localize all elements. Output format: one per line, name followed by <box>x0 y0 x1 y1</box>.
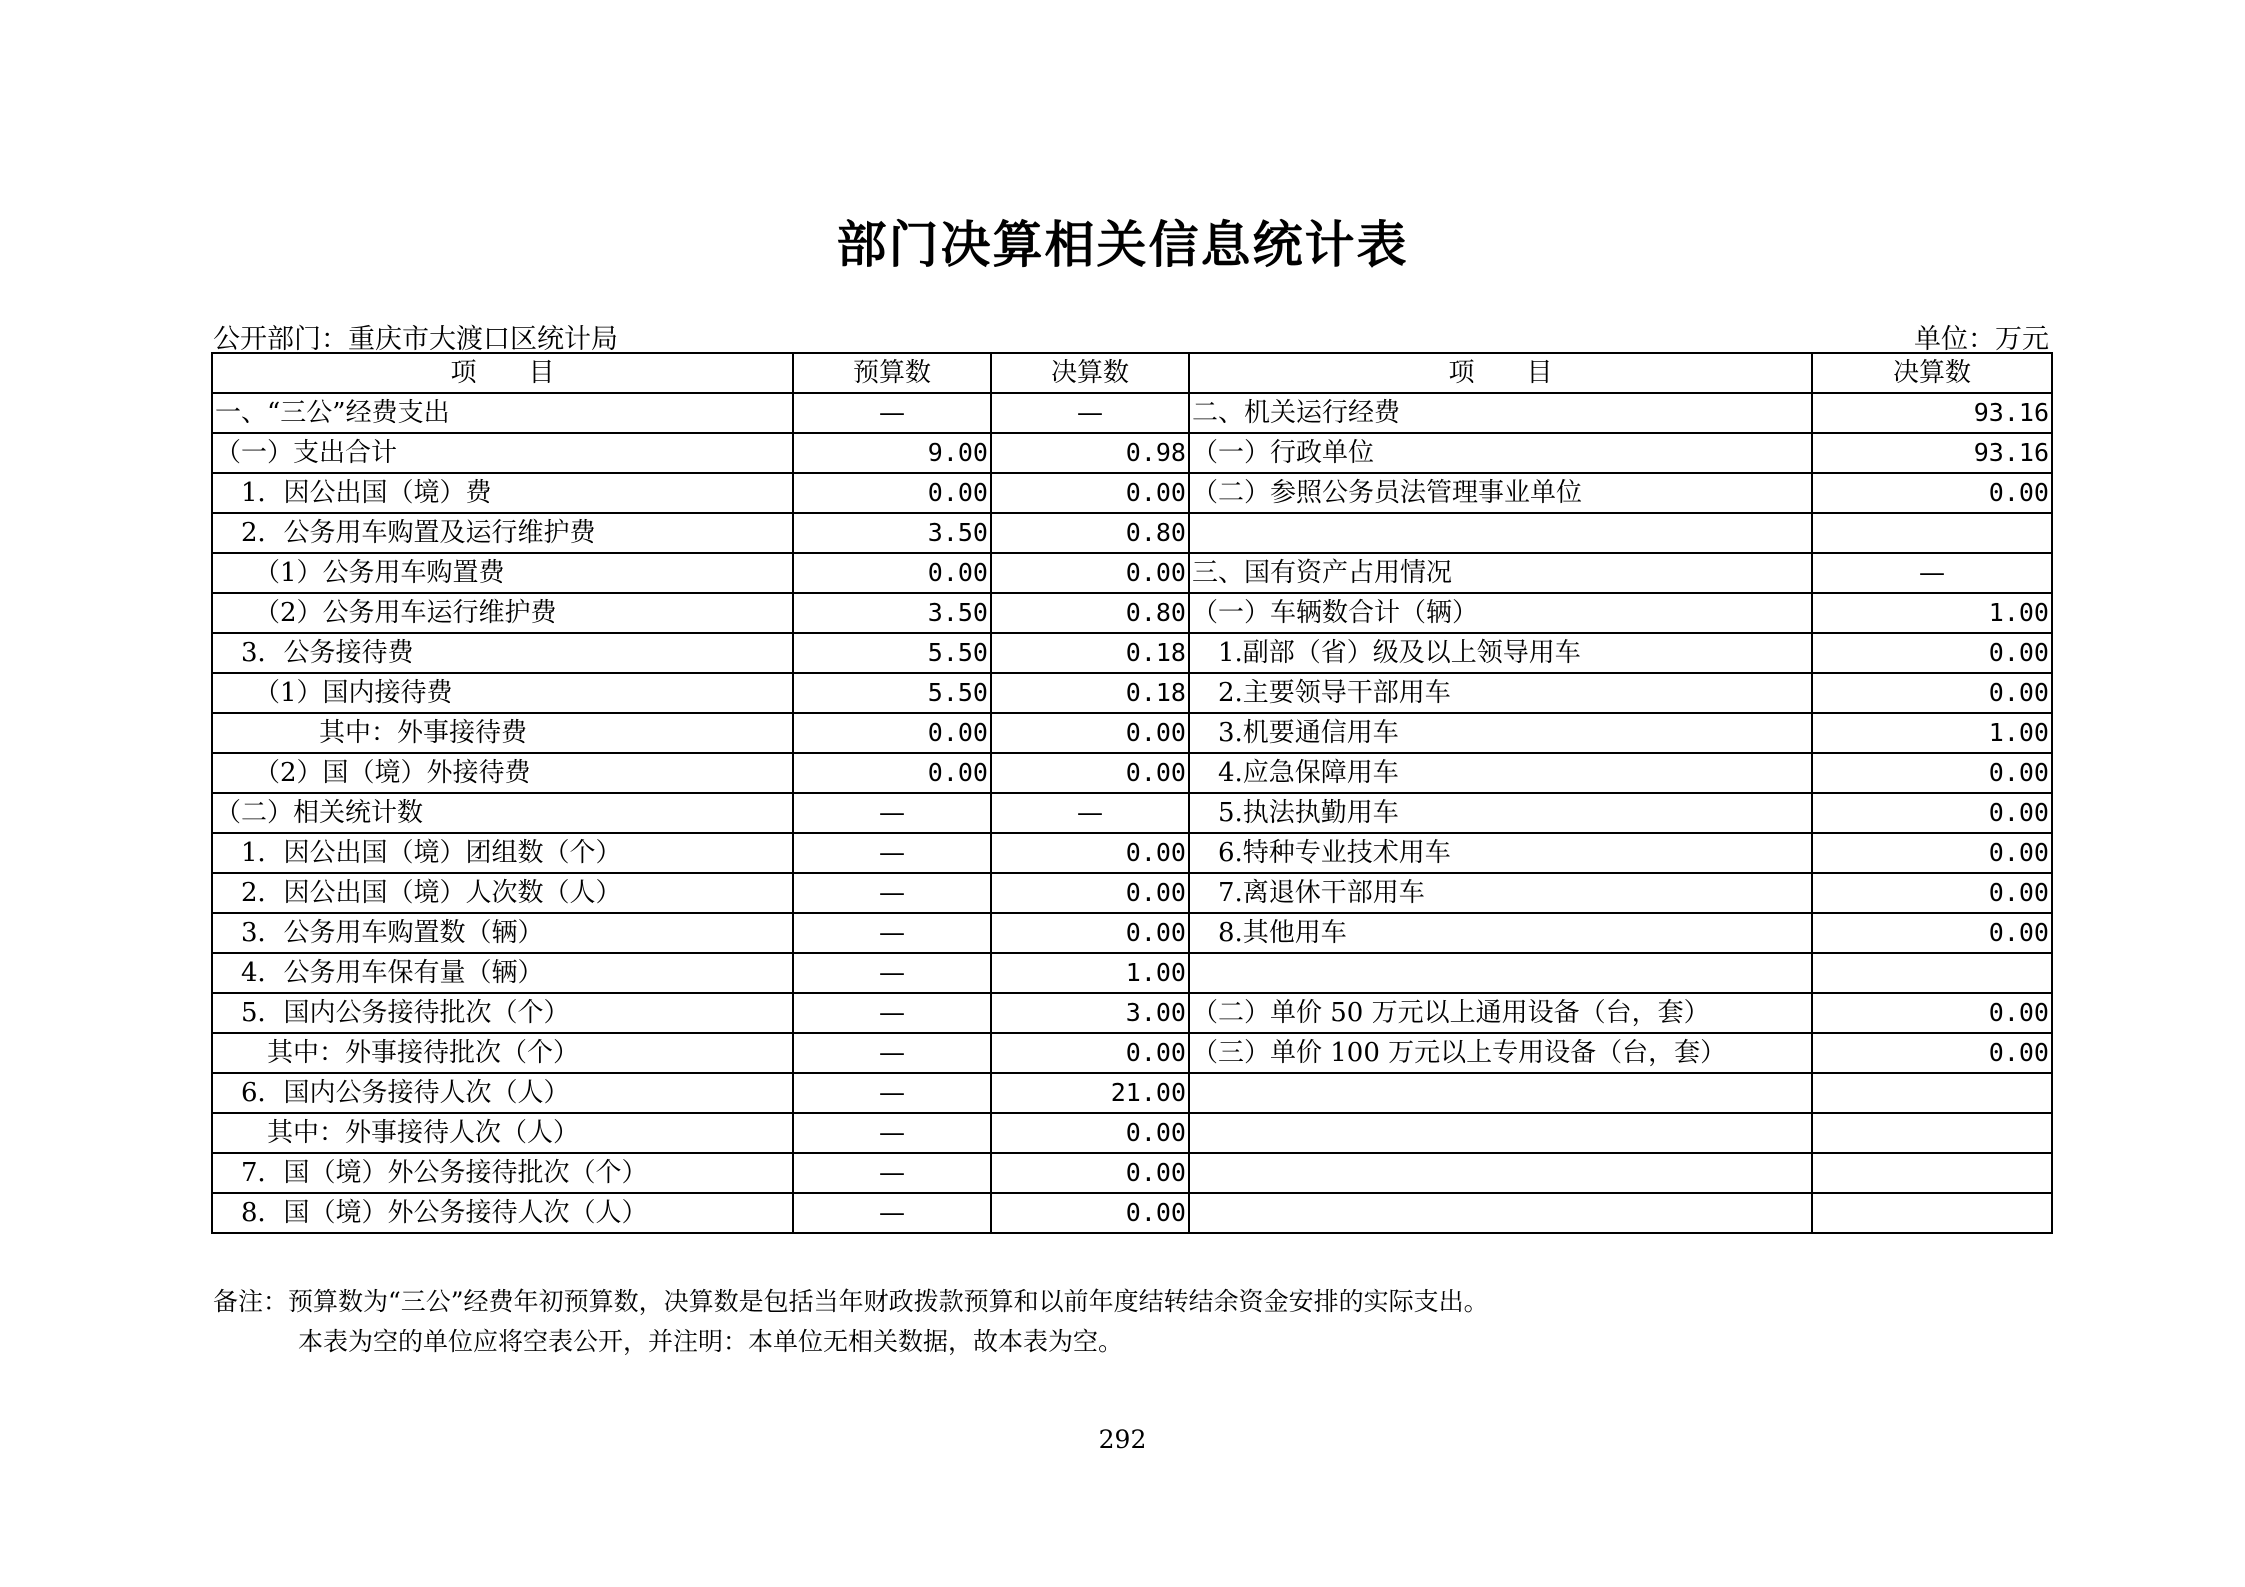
cell-final-value-right: 1.00 <box>1812 593 2052 633</box>
cell-budget-value: 3.50 <box>793 593 991 633</box>
cell-item-right: 8.其他用车 <box>1189 913 1812 953</box>
cell-final-value-left: 0.98 <box>991 433 1189 473</box>
cell-final-value-right: 1.00 <box>1812 713 2052 753</box>
cell-final-value-left: — <box>991 393 1189 433</box>
cell-budget-value: — <box>793 833 991 873</box>
table-row <box>212 1113 2052 1153</box>
table-row <box>212 1193 2052 1233</box>
cell-item-right: 2.主要领导干部用车 <box>1189 673 1812 713</box>
cell-final-value-right: 0.00 <box>1812 993 2052 1033</box>
cell-final-value-right: 0.00 <box>1812 1033 2052 1073</box>
cell-final-value-right: — <box>1812 553 2052 593</box>
cell-final-value-right: 0.00 <box>1812 833 2052 873</box>
cell-item-right: 三、国有资产占用情况 <box>1189 553 1812 593</box>
header-final-right: 决算数 <box>1812 353 2052 393</box>
cell-final-value-right: 0.00 <box>1812 793 2052 833</box>
cell-item-left: 2．因公出国（境）人次数（人） <box>212 873 793 913</box>
cell-final-value-left: 0.00 <box>991 713 1189 753</box>
page-title: 部门决算相关信息统计表 <box>836 215 1409 274</box>
cell-budget-value: — <box>793 1033 991 1073</box>
cell-final-value-right <box>1812 1153 2052 1193</box>
cell-item-left: （二）相关统计数 <box>212 793 793 833</box>
cell-item-left: 一、“三公”经费支出 <box>212 393 793 433</box>
cell-budget-value: — <box>793 1073 991 1113</box>
cell-final-value-left: 0.00 <box>991 913 1189 953</box>
cell-final-value-right <box>1812 953 2052 993</box>
cell-item-right <box>1189 1153 1812 1193</box>
cell-item-right: （一）行政单位 <box>1189 433 1812 473</box>
cell-item-left: 其中：外事接待费 <box>212 713 793 753</box>
cell-budget-value: — <box>793 873 991 913</box>
cell-item-right <box>1189 1073 1812 1113</box>
cell-final-value-left: 0.00 <box>991 873 1189 913</box>
cell-item-left: （2）国（境）外接待费 <box>212 753 793 793</box>
cell-item-left: （2）公务用车运行维护费 <box>212 593 793 633</box>
cell-final-value-left: 0.00 <box>991 833 1189 873</box>
cell-final-value-left: 3.00 <box>991 993 1189 1033</box>
cell-final-value-right <box>1812 1193 2052 1233</box>
cell-final-value-left: — <box>991 793 1189 833</box>
cell-budget-value: — <box>793 993 991 1033</box>
cell-budget-value: — <box>793 793 991 833</box>
table-row <box>212 713 2052 753</box>
cell-final-value-left: 0.00 <box>991 1153 1189 1193</box>
cell-final-value-left: 0.00 <box>991 1113 1189 1153</box>
table-row <box>212 833 2052 873</box>
cell-budget-value: — <box>793 913 991 953</box>
cell-item-right: 二、机关运行经费 <box>1189 393 1812 433</box>
cell-budget-value: 3.50 <box>793 513 991 553</box>
cell-item-left: 3．公务用车购置数（辆） <box>212 913 793 953</box>
cell-final-value-right: 0.00 <box>1812 753 2052 793</box>
table-row <box>212 633 2052 673</box>
cell-budget-value: 0.00 <box>793 553 991 593</box>
cell-final-value-left: 0.00 <box>991 1193 1189 1233</box>
table-row <box>212 673 2052 713</box>
footnote-continued: 本表为空的单位应将空表公开，并注明：本单位无相关数据，故本表为空。 <box>298 1327 1124 1356</box>
table-row <box>212 593 2052 633</box>
cell-budget-value: 0.00 <box>793 473 991 513</box>
cell-final-value-left: 0.00 <box>991 473 1189 513</box>
page-number: 292 <box>1098 1425 1147 1454</box>
unit-label: 单位：万元 <box>1914 324 2049 355</box>
cell-budget-value: — <box>793 393 991 433</box>
cell-final-value-right <box>1812 1113 2052 1153</box>
cell-item-left: 7．国（境）外公务接待批次（个） <box>212 1153 793 1193</box>
header-item-right: 项 目 <box>1189 353 1812 393</box>
table-row <box>212 793 2052 833</box>
cell-item-right: 3.机要通信用车 <box>1189 713 1812 753</box>
cell-item-right: 6.特种专业技术用车 <box>1189 833 1812 873</box>
cell-budget-value: 5.50 <box>793 673 991 713</box>
cell-item-right: （二）参照公务员法管理事业单位 <box>1189 473 1812 513</box>
cell-item-left: 4．公务用车保有量（辆） <box>212 953 793 993</box>
cell-item-right: 5.执法执勤用车 <box>1189 793 1812 833</box>
cell-budget-value: 0.00 <box>793 753 991 793</box>
cell-final-value-right <box>1812 513 2052 553</box>
cell-budget-value: 5.50 <box>793 633 991 673</box>
cell-item-left: 其中：外事接待人次（人） <box>212 1113 793 1153</box>
header-final-left: 决算数 <box>991 353 1189 393</box>
cell-item-left: （一）支出合计 <box>212 433 793 473</box>
cell-budget-value: 9.00 <box>793 433 991 473</box>
cell-final-value-left: 0.18 <box>991 633 1189 673</box>
cell-item-left: 其中：外事接待批次（个） <box>212 1033 793 1073</box>
cell-item-right: 7.离退休干部用车 <box>1189 873 1812 913</box>
department-label: 公开部门：重庆市大渡口区统计局 <box>213 324 618 355</box>
cell-final-value-left: 1.00 <box>991 953 1189 993</box>
table-row <box>212 753 2052 793</box>
table-header-row <box>212 353 2052 393</box>
cell-budget-value: 0.00 <box>793 713 991 753</box>
cell-budget-value: — <box>793 1193 991 1233</box>
table-row <box>212 953 2052 993</box>
header-budget: 预算数 <box>793 353 991 393</box>
cell-budget-value: — <box>793 953 991 993</box>
cell-final-value-left: 0.80 <box>991 593 1189 633</box>
cell-budget-value: — <box>793 1153 991 1193</box>
table-row <box>212 993 2052 1033</box>
cell-final-value-left: 0.00 <box>991 553 1189 593</box>
table-body <box>212 393 2052 1233</box>
statistics-table <box>211 352 2053 1234</box>
table-row <box>212 1153 2052 1193</box>
table-row <box>212 473 2052 513</box>
cell-item-right <box>1189 513 1812 553</box>
cell-final-value-right: 0.00 <box>1812 473 2052 513</box>
cell-item-left: 5．国内公务接待批次（个） <box>212 993 793 1033</box>
cell-item-left: （1）公务用车购置费 <box>212 553 793 593</box>
cell-final-value-left: 0.00 <box>991 1033 1189 1073</box>
header-item-left: 项 目 <box>212 353 793 393</box>
cell-item-left: （1）国内接待费 <box>212 673 793 713</box>
footnote: 备注：预算数为“三公”经费年初预算数，决算数是包括当年财政拨款预算和以前年度结转结余资金安排的实际支出。 <box>213 1287 1489 1316</box>
cell-item-right: 4.应急保障用车 <box>1189 753 1812 793</box>
cell-final-value-right: 0.00 <box>1812 673 2052 713</box>
cell-item-left: 1．因公出国（境）团组数（个） <box>212 833 793 873</box>
table-row <box>212 433 2052 473</box>
table-row <box>212 513 2052 553</box>
cell-item-right: （一）车辆数合计（辆） <box>1189 593 1812 633</box>
cell-item-left: 1．因公出国（境）费 <box>212 473 793 513</box>
table-row <box>212 393 2052 433</box>
table-row <box>212 873 2052 913</box>
cell-item-right: （二）单价 50 万元以上通用设备（台，套） <box>1189 993 1812 1033</box>
cell-final-value-right: 0.00 <box>1812 873 2052 913</box>
table-row <box>212 913 2052 953</box>
cell-item-right <box>1189 1113 1812 1153</box>
cell-item-right <box>1189 1193 1812 1233</box>
cell-item-left: 6．国内公务接待人次（人） <box>212 1073 793 1113</box>
cell-final-value-right: 0.00 <box>1812 633 2052 673</box>
table-row <box>212 553 2052 593</box>
cell-final-value-left: 0.00 <box>991 753 1189 793</box>
cell-item-right <box>1189 953 1812 993</box>
cell-final-value-right: 0.00 <box>1812 913 2052 953</box>
cell-final-value-right <box>1812 1073 2052 1113</box>
cell-final-value-left: 21.00 <box>991 1073 1189 1113</box>
cell-item-left: 3．公务接待费 <box>212 633 793 673</box>
cell-item-left: 8．国（境）外公务接待人次（人） <box>212 1193 793 1233</box>
cell-item-right: （三）单价 100 万元以上专用设备（台，套） <box>1189 1033 1812 1073</box>
cell-final-value-right: 93.16 <box>1812 393 2052 433</box>
table-row <box>212 1033 2052 1073</box>
cell-item-left: 2．公务用车购置及运行维护费 <box>212 513 793 553</box>
cell-item-right: 1.副部（省）级及以上领导用车 <box>1189 633 1812 673</box>
table-row <box>212 1073 2052 1113</box>
cell-final-value-left: 0.18 <box>991 673 1189 713</box>
cell-final-value-right: 93.16 <box>1812 433 2052 473</box>
cell-final-value-left: 0.80 <box>991 513 1189 553</box>
cell-budget-value: — <box>793 1113 991 1153</box>
